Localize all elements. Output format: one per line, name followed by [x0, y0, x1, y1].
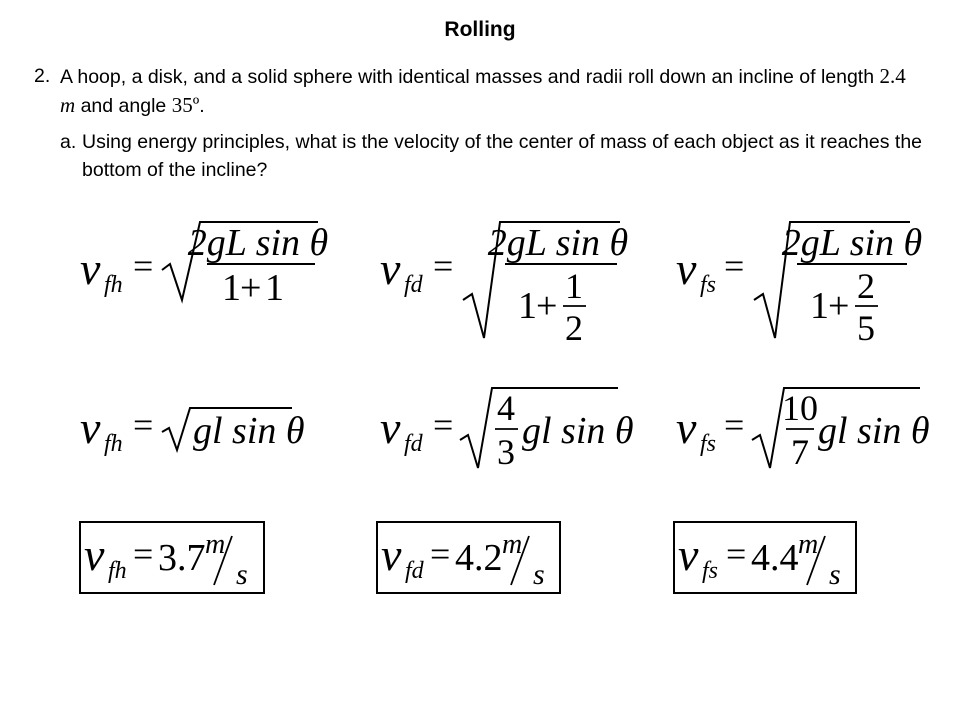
coefficient-numerator: 4	[497, 388, 515, 428]
problem-number: 2.	[34, 65, 51, 87]
velocity-subscript: fd	[405, 558, 424, 584]
denominator-one: 1	[518, 285, 537, 327]
plus-sign: +	[240, 267, 262, 309]
denominator-one: 1	[222, 267, 241, 309]
sphere-full-equation	[676, 222, 922, 348]
unit-denominator: s	[829, 558, 841, 591]
problem-text-part: .	[199, 95, 205, 117]
problem-text-part: and angle	[75, 95, 172, 117]
disk-result-box	[377, 522, 560, 593]
unit-numerator: m	[205, 529, 226, 560]
page-title: Rolling	[444, 18, 516, 41]
velocity-subscript: fs	[700, 272, 717, 298]
velocity-symbol: v	[380, 243, 401, 294]
plus-sign: +	[828, 285, 850, 327]
unit-numerator: m	[798, 529, 819, 560]
unit-denominator: s	[533, 558, 545, 591]
equals-sign: =	[133, 246, 154, 286]
radicand: gl sin θ	[193, 410, 305, 452]
velocity-symbol: v	[676, 243, 697, 294]
velocity-symbol: v	[676, 402, 697, 453]
subquestion-number: a.	[60, 131, 77, 153]
result-value: 3.7	[158, 537, 206, 579]
problem-text-part: A hoop, a disk, and a solid sphere with identical masses and radii roll down an incline of length	[60, 66, 880, 88]
disk-simplified-equation	[380, 388, 634, 472]
equals-sign: =	[726, 534, 747, 574]
velocity-subscript: fs	[702, 558, 719, 584]
equals-sign: =	[724, 405, 745, 445]
velocity-subscript: fd	[404, 431, 423, 457]
coefficient-denominator: 3	[497, 432, 515, 472]
hoop-full-equation	[80, 222, 328, 309]
velocity-subscript: fh	[104, 431, 123, 457]
subquestion-text: Using energy principles, what is the velocity of the center of mass of each object as it reaches the bottom of the incline?	[82, 131, 923, 181]
equals-sign: =	[724, 246, 745, 286]
inner-numerator: 2	[857, 266, 875, 306]
plus-sign: +	[536, 285, 558, 327]
velocity-symbol: v	[80, 243, 101, 294]
velocity-symbol: v	[381, 529, 402, 580]
numerator: 2gL sin θ	[187, 222, 329, 264]
sphere-result-box	[674, 522, 856, 593]
result-value: 4.2	[455, 537, 503, 579]
numerator: 2gL sin θ	[487, 222, 629, 264]
inner-denominator: 2	[565, 308, 583, 348]
unit-denominator: s	[236, 558, 248, 591]
velocity-symbol: v	[84, 529, 105, 580]
velocity-subscript: fh	[108, 558, 127, 584]
hoop-simplified-equation	[80, 402, 305, 457]
denominator-one: 1	[265, 267, 284, 309]
velocity-subscript: fd	[404, 272, 423, 298]
coefficient-numerator: 10	[782, 388, 818, 428]
sphere-simplified-equation	[676, 388, 930, 472]
hoop-result-box	[80, 522, 264, 593]
velocity-symbol: v	[380, 402, 401, 453]
denominator-one: 1	[810, 285, 829, 327]
equals-sign: =	[430, 534, 451, 574]
equals-sign: =	[433, 405, 454, 445]
coefficient-denominator: 7	[791, 432, 809, 472]
radicand: gl sin θ	[818, 410, 930, 452]
result-value: 4.4	[751, 537, 799, 579]
inner-denominator: 5	[857, 308, 875, 348]
numerator: 2gL sin θ	[781, 222, 923, 264]
velocity-symbol: v	[678, 529, 699, 580]
equals-sign: =	[133, 534, 154, 574]
angle-value: 35º	[171, 93, 200, 117]
equals-sign: =	[133, 405, 154, 445]
velocity-subscript: fh	[104, 272, 123, 298]
length-value: 2.4 m	[60, 64, 906, 117]
inner-numerator: 1	[565, 266, 583, 306]
unit-numerator: m	[502, 529, 523, 560]
velocity-subscript: fs	[700, 431, 717, 457]
disk-full-equation	[380, 222, 628, 348]
radicand: gl sin θ	[522, 410, 634, 452]
equals-sign: =	[433, 246, 454, 286]
velocity-symbol: v	[80, 402, 101, 453]
